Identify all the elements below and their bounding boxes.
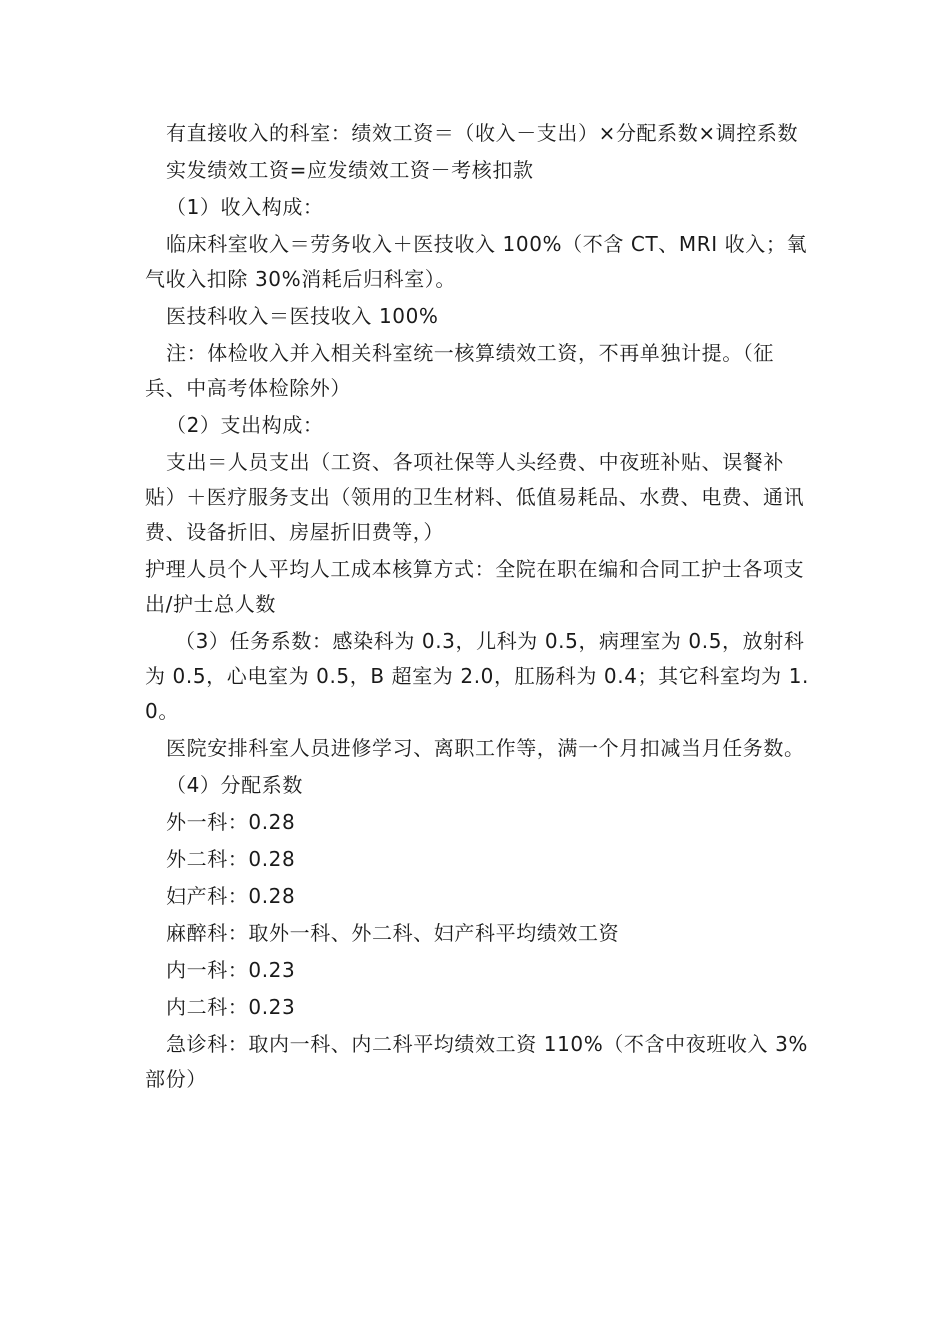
paragraph-clinical-income: 临床科室收入＝劳务收入＋医技收入 100%（不含 CT、MRI 收入；氧气收入扣除 30%消耗后归科室）。	[145, 232, 808, 291]
list-item-emergency: 急诊科：取内一科、内二科平均绩效工资 110%（不含中夜班收入 3%部份）	[145, 1032, 809, 1091]
list-item-obstetrics: 妇产科：0.28	[166, 884, 296, 908]
list-item-surgery-2: 外二科：0.28	[166, 847, 296, 871]
document-body	[145, 116, 810, 1097]
list-item-internal-1: 内一科：0.23	[166, 958, 296, 982]
paragraph-task-coefficient: （3）任务系数：感染科为 0.3，儿科为 0.5，病理室为 0.5，放射科为 0.5，心电室为 0.5，B 超室为 2.0，肛肠科为 0.4；其它科室均为 1.0。	[145, 629, 809, 723]
heading-expense-composition: （2）支出构成：	[166, 413, 324, 437]
paragraph-medtech-income: 医技科收入＝医技收入 100%	[166, 304, 439, 328]
heading-income-composition: （1）收入构成：	[166, 195, 324, 219]
list-item-anesthesia: 麻醉科：取外一科、外二科、妇产科平均绩效工资	[166, 921, 620, 945]
paragraph-actual-pay: 实发绩效工资=应发绩效工资－考核扣款	[166, 158, 534, 182]
paragraph-task-deduction: 医院安排科室人员进修学习、离职工作等，满一个月扣减当月任务数。	[166, 736, 805, 760]
paragraph-note-checkup: 注：体检收入并入相关科室统一核算绩效工资，不再单独计提。（征兵、中高考体检除外）	[145, 341, 774, 400]
list-item-internal-2: 内二科：0.23	[166, 995, 296, 1019]
paragraph-expense-formula: 支出＝人员支出（工资、各项社保等人头经费、中夜班补贴、误餐补贴）＋医疗服务支出（领用的卫生材料、低值易耗品、水费、电费、通讯费、设备折旧、房屋折旧费等，）	[145, 450, 805, 544]
heading-distribution-coefficient: （4）分配系数	[166, 773, 303, 797]
list-item-surgery-1: 外一科：0.28	[166, 810, 296, 834]
paragraph-nursing-cost: 护理人员个人平均人工成本核算方式：全院在职在编和合同工护士各项支出/护士总人数	[145, 557, 805, 616]
paragraph-performance-formula: 有直接收入的科室：绩效工资＝（收入－支出）×分配系数×调控系数	[166, 121, 799, 145]
